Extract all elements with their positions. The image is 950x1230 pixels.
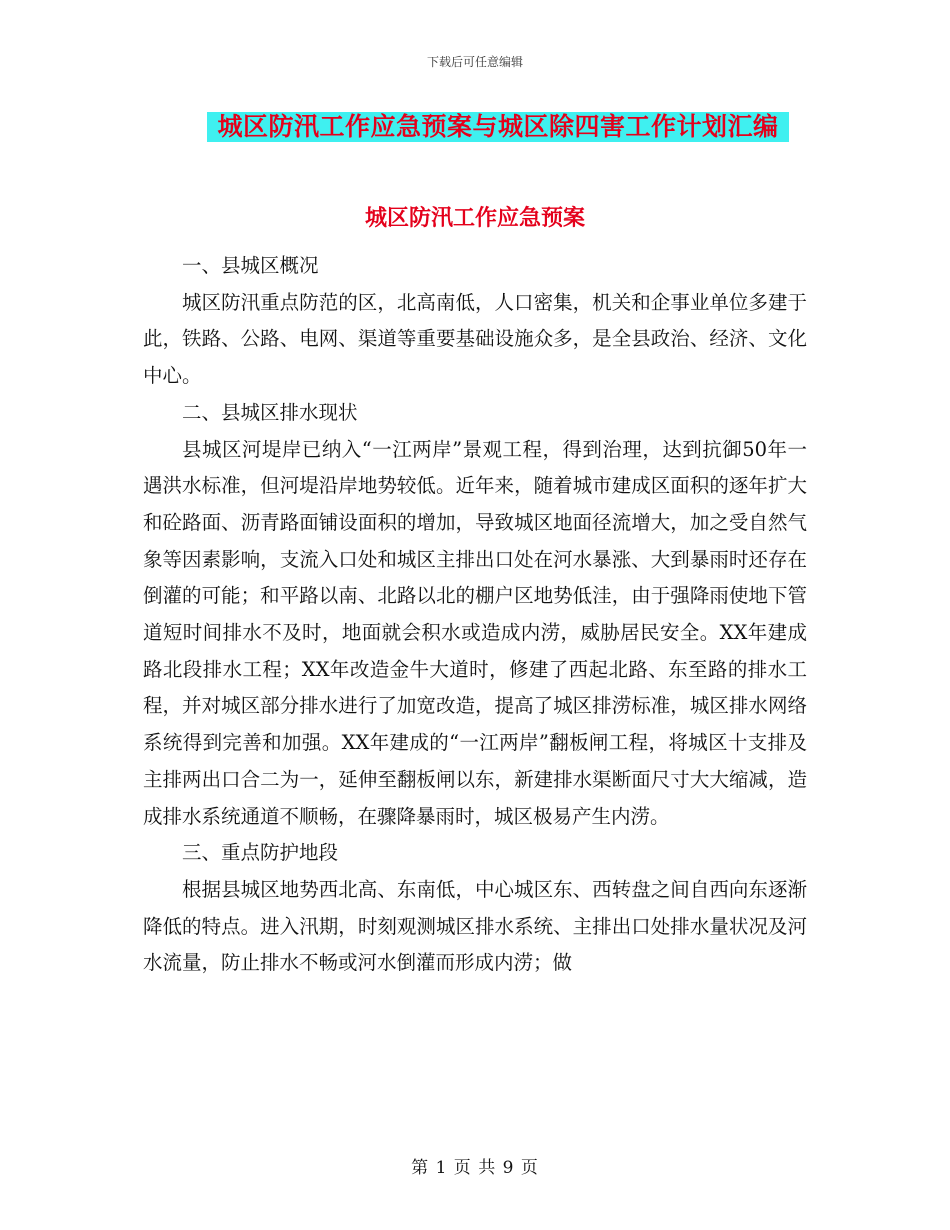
section-title: 城区防汛工作应急预案 <box>364 205 585 231</box>
paragraph-overview: 城区防汛重点防范的区，北高南低，人口密集，机关和企事业单位多建于此，铁路、公路、电网、渠道等重要基础设施众多，是全县政治、经济、文化中心。 <box>143 290 807 388</box>
page-footer: 第 1 页 共 9 页 <box>411 1158 539 1178</box>
document-body <box>143 248 807 982</box>
paragraph-key-protection: 根据县城区地势西北高、东南低，中心城区东、西转盘之间自西向东逐渐降低的特点。进入汛期，时刻观测城区排水系统、主排出口处排水量状况及河水流量，防止排水不畅或河水倒灌而形成内涝；做 <box>143 877 807 975</box>
heading-drainage-status: 二、县城区排水现状 <box>182 400 358 424</box>
page-header-note: 下载后可任意编辑 <box>426 55 523 69</box>
heading-key-protection: 三、重点防护地段 <box>182 841 339 865</box>
document-main-title: 城区防汛工作应急预案与城区除四害工作计划汇编 <box>207 112 789 142</box>
heading-overview: 一、县城区概况 <box>182 254 319 277</box>
paragraph-drainage-status: 县城区河堤岸已纳入“一江两岸”景观工程，得到治理，达到抗御50年一遇洪水标准，但河堤沿岸地势较低。近年来，随着城市建成区面积的逐年扩大和砼路面、沥青路面铺设面积的增加，导致城区地面径流增大，加之受自然气象等因素影响，支流入口处和城区主排出口处在河水暴涨、大到暴雨时还存在倒灌的可能；和平路以南、北路以北的棚户区地势低洼，由于强降雨使地下管道短时间排水不及时，地面就会积水或造成内涝，威胁居民安全。XX年建成路北段排水工程；XX年改造金牛大道时，修建了西起北路、东至路的排水工程，并对城区部分排水进行了加宽改造，提高了城区排涝标准，城区排水网络系统得到完善和加强。XX年建成的“一江两岸”翻板闸工程，将城区十支排及主排两出口合二为一，延伸至翻板闸以东，新建排水渠断面尺寸大大缩减，造成排水系统通道不顺畅，在骤降暴雨时，城区极易产生内涝。 <box>143 437 807 828</box>
